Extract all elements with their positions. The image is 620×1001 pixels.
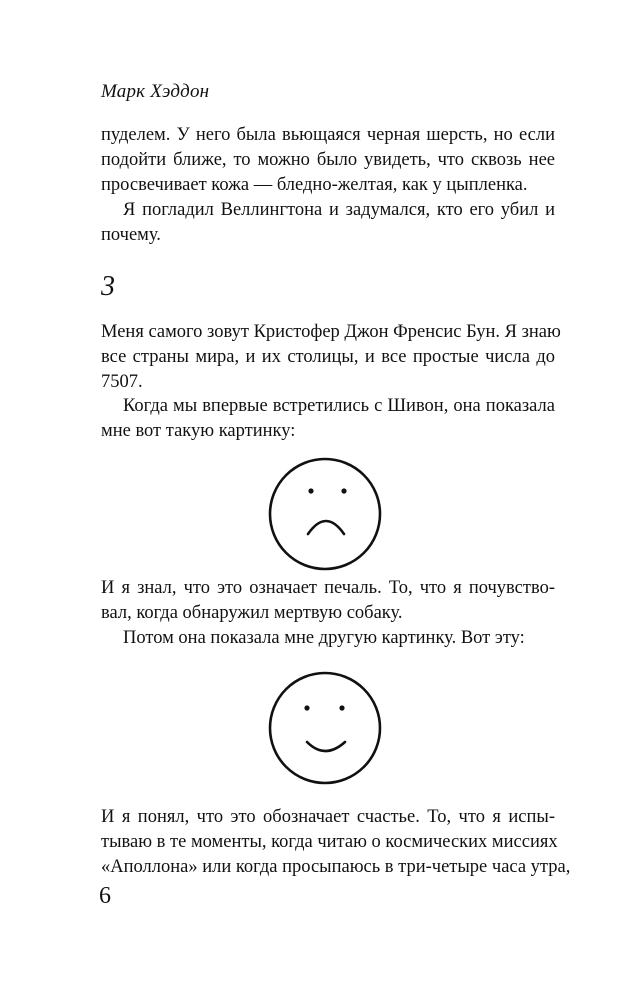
text-line: Потом она показала мне другую картинку. Вот эту:: [123, 628, 525, 648]
text-line: подойти ближе, то можно было увидеть, что сквозь нее: [101, 150, 555, 170]
text-line: тываю в те моменты, когда читаю о космических миссиях: [101, 832, 558, 852]
sad-face-icon: [267, 456, 383, 572]
text-line: просвечивает кожа — бледно-желтая, как у цыпленка.: [101, 175, 528, 195]
text-line: вал, когда обнаружил мертвую собаку.: [101, 603, 403, 623]
text-line: Я погладил Веллингтона и задумался, кто его убил и: [123, 200, 555, 220]
text-line: Меня самого зовут Кристофер Джон Френсис Бун. Я знаю: [101, 322, 561, 342]
chapter-number: 3: [101, 271, 115, 302]
text-line: почему.: [101, 225, 161, 245]
text-line: И я знал, что это означает печаль. То, что я почувство-: [101, 578, 555, 598]
text-line: 7507.: [101, 372, 143, 392]
happy-face-icon: [267, 670, 383, 786]
text-line: «Аполлона» или когда просыпаюсь в три-четыре часа утра,: [101, 857, 571, 877]
text-line: Когда мы впервые встретились с Шивон, она показала: [123, 396, 555, 416]
text-line: пуделем. У него была вьющаяся черная шерсть, но если: [101, 125, 555, 145]
text-line: все страны мира, и их столицы, и все простые числа до: [101, 347, 555, 367]
page-number: 6: [99, 883, 111, 909]
running-head: Марк Хэддон: [101, 81, 210, 102]
text-line: мне вот такую картинку:: [101, 421, 296, 441]
text-line: И я понял, что это обозначает счастье. То, что я испы-: [101, 807, 555, 827]
